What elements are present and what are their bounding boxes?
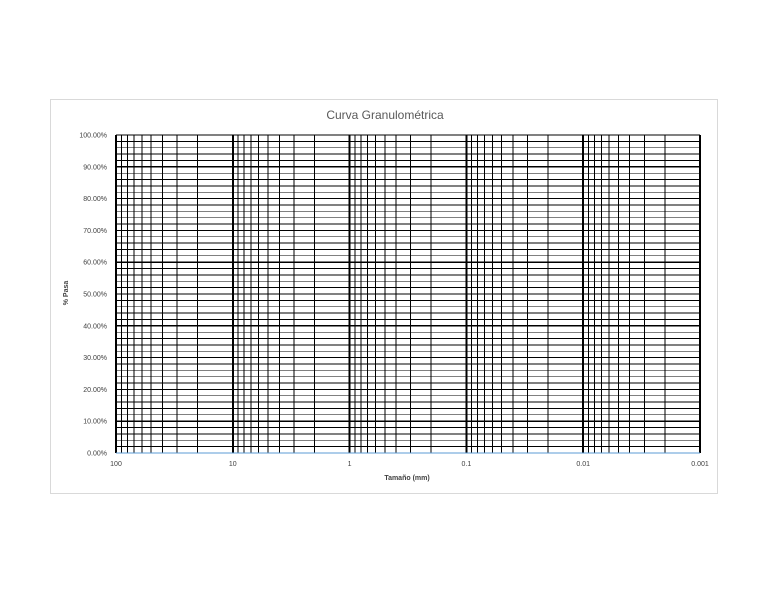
x-tick-label: 0.01 [576, 461, 591, 468]
y-tick-label: 0.00% [87, 450, 107, 458]
x-tick-layer [110, 461, 709, 468]
chart-frame [50, 99, 718, 494]
y-tick-label: 30.00% [83, 355, 107, 363]
x-tick-label: 1 [347, 461, 352, 468]
chart-svg [51, 100, 719, 495]
y-tick-label: 100.00% [79, 132, 107, 140]
x-tick-label: 0.001 [691, 461, 709, 468]
x-tick-label: 100 [110, 461, 122, 468]
y-tick-label: 40.00% [83, 323, 107, 331]
y-tick-label: 10.00% [83, 418, 107, 426]
chart-title: Curva Granulométrica [326, 108, 444, 122]
x-tick-label: 10 [228, 461, 237, 468]
grid-layer [116, 135, 700, 453]
y-tick-label: 70.00% [83, 227, 107, 235]
y-tick-label: 60.00% [83, 259, 107, 267]
x-tick-label: 0.1 [461, 461, 472, 468]
y-tick-label: 90.00% [83, 164, 107, 172]
y-tick-layer [79, 133, 107, 458]
x-axis-label: Tamaño (mm) [384, 475, 430, 482]
y-tick-label: 80.00% [83, 196, 107, 204]
y-tick-label: 50.00% [83, 291, 107, 299]
y-axis-label: % Pasa [63, 280, 70, 306]
y-tick-label: 20.00% [83, 386, 107, 394]
